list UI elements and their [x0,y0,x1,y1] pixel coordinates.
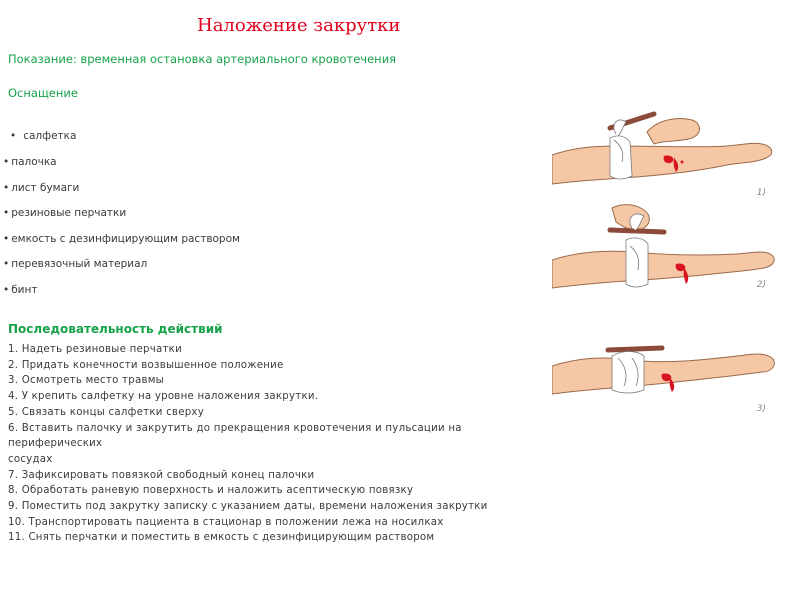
illustration-step-1 [552,110,780,210]
equipment-item [3,258,147,270]
step-line: сосудах [8,453,53,465]
figure-number-label: 1) [756,188,766,198]
step-line: 11. Снять перчатки и поместить в емкость с дезинфицирующим раствором [8,532,435,544]
step-line: 8. Обработать раневую поверхность и наложить асептическую повязку [8,485,414,497]
step-line: 7. Зафиксировать повязкой свободный конец палочки [8,469,315,481]
equipment-item-label: бинт [11,284,38,296]
bandage-shape [612,352,644,394]
arm-shape [552,143,772,184]
step-line: 1. Надеть резиновые перчатки [8,344,182,355]
tourniquet-stick [608,348,662,350]
step-line: 2. Придать конечности возвышенное положение [8,359,284,371]
illustration-step-2 [552,200,780,300]
bullet-dot-icon: • [3,233,10,245]
arm-shape [552,251,774,288]
equipment-item-label: лист бумаги [11,182,80,194]
step-line: 3. Осмотреть место травмы [8,375,164,387]
equipment-item [3,284,37,296]
figure-number-label: 3) [756,404,766,414]
step-line: 9. Поместить под закрутку записку с указанием даты, времени наложения закрутки [8,501,488,513]
step-line: 5. Связать концы салфетки сверху [8,406,204,418]
tourniquet-illustrations [552,110,780,430]
bullet-dot-icon: • [3,284,10,296]
equipment-item [10,130,76,142]
step-line: 10. Транспортировать пациента в стационар в положении лежа на носилках [8,516,444,528]
bullet-dot-icon: • [3,182,10,194]
equipment-item-label: емкость с дезинфицирующим раствором [11,233,240,245]
illustration-step-3 [552,320,780,420]
indication-text: Показание: временная остановка артериального кровотечения [8,52,397,66]
equipment-heading: Оснащение [8,86,78,100]
equipment-item-label: резиновые перчатки [11,207,127,219]
figure-number-label: 2) [756,280,766,290]
page-title: Наложение закрутки [197,15,401,36]
step-line: 4. У крепить салфетку на уровне наложения закрутки. [8,391,319,403]
equipment-item-label: палочка [11,156,57,168]
equipment-item-label: перевязочный материал [11,258,148,270]
equipment-item [3,207,126,219]
equipment-item [3,233,240,245]
step-line: периферических [8,438,103,450]
equipment-item [3,156,57,168]
bullet-dot-icon: • [10,130,17,142]
step-line: 6. Вставить палочку и закрутить до прекращения кровотечения и пульсации на [8,422,462,434]
hand-shape [647,119,700,145]
tourniquet-stick [610,230,664,232]
sequence-heading: Последовательность действий [8,322,223,336]
bullet-dot-icon: • [3,207,10,219]
equipment-item-label: салфетка [23,130,77,142]
equipment-item [3,182,79,194]
steps-list [8,342,548,546]
bullet-dot-icon: • [3,258,10,270]
bullet-dot-icon: • [3,156,10,168]
